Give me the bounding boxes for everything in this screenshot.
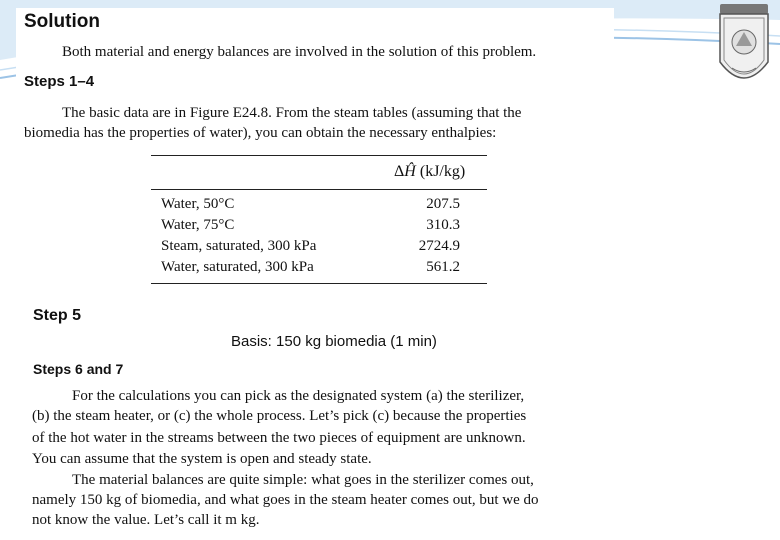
table-top-rule bbox=[151, 155, 487, 156]
paragraph-line: The basic data are in Figure E24.8. From the steam tables (assuming that the bbox=[62, 105, 522, 121]
paragraph-line: not know the value. Let’s call it m kg. bbox=[32, 512, 260, 528]
step-5-heading: Step 5 bbox=[33, 307, 82, 324]
table-row-value: 310.3 bbox=[426, 217, 460, 233]
table-header-rule bbox=[151, 189, 487, 190]
basis-statement: Basis: 150 kg biomedia (1 min) bbox=[231, 333, 437, 350]
table-row-label: Water, 50°C bbox=[161, 196, 235, 212]
table-row-value: 2724.9 bbox=[418, 238, 460, 254]
solution-heading: Solution bbox=[24, 11, 100, 32]
steps-6-7-heading: Steps 6 and 7 bbox=[33, 361, 124, 377]
university-crest-icon bbox=[714, 2, 774, 98]
table-bottom-rule bbox=[151, 283, 487, 284]
table-row-value: 207.5 bbox=[426, 196, 460, 212]
paragraph-line: You can assume that the system is open and steady state. bbox=[32, 451, 372, 467]
intro-paragraph: Both material and energy balances are involved in the solution of this problem. bbox=[62, 44, 537, 60]
unit-label: (kJ/kg) bbox=[415, 163, 466, 180]
table-row-value: 561.2 bbox=[426, 259, 460, 275]
paragraph-line: of the hot water in the streams between the two pieces of equipment are unknown. bbox=[32, 430, 526, 446]
paragraph-line: For the calculations you can pick as the designated system (a) the sterilizer, bbox=[72, 388, 525, 404]
paragraph-line: The material balances are quite simple: what goes in the sterilizer comes out, bbox=[72, 472, 534, 488]
paragraph-line: namely 150 kg of biomedia, and what goes in the steam heater comes out, but we do bbox=[32, 492, 539, 508]
steps-1-4-heading: Steps 1–4 bbox=[24, 73, 95, 90]
paragraph-line: biomedia has the properties of water), you can obtain the necessary enthalpies: bbox=[24, 125, 497, 141]
table-row-label: Water, 75°C bbox=[161, 217, 235, 233]
table-row-label: Water, saturated, 300 kPa bbox=[161, 259, 314, 275]
table-column-header bbox=[394, 163, 465, 181]
enthalpy-symbol: Ĥ bbox=[404, 163, 416, 180]
paragraph-line: (b) the steam heater, or (c) the whole process. Let’s pick (c) because the properties bbox=[32, 408, 527, 424]
delta-symbol: Δ bbox=[394, 163, 405, 180]
table-row-label: Steam, saturated, 300 kPa bbox=[161, 238, 317, 254]
